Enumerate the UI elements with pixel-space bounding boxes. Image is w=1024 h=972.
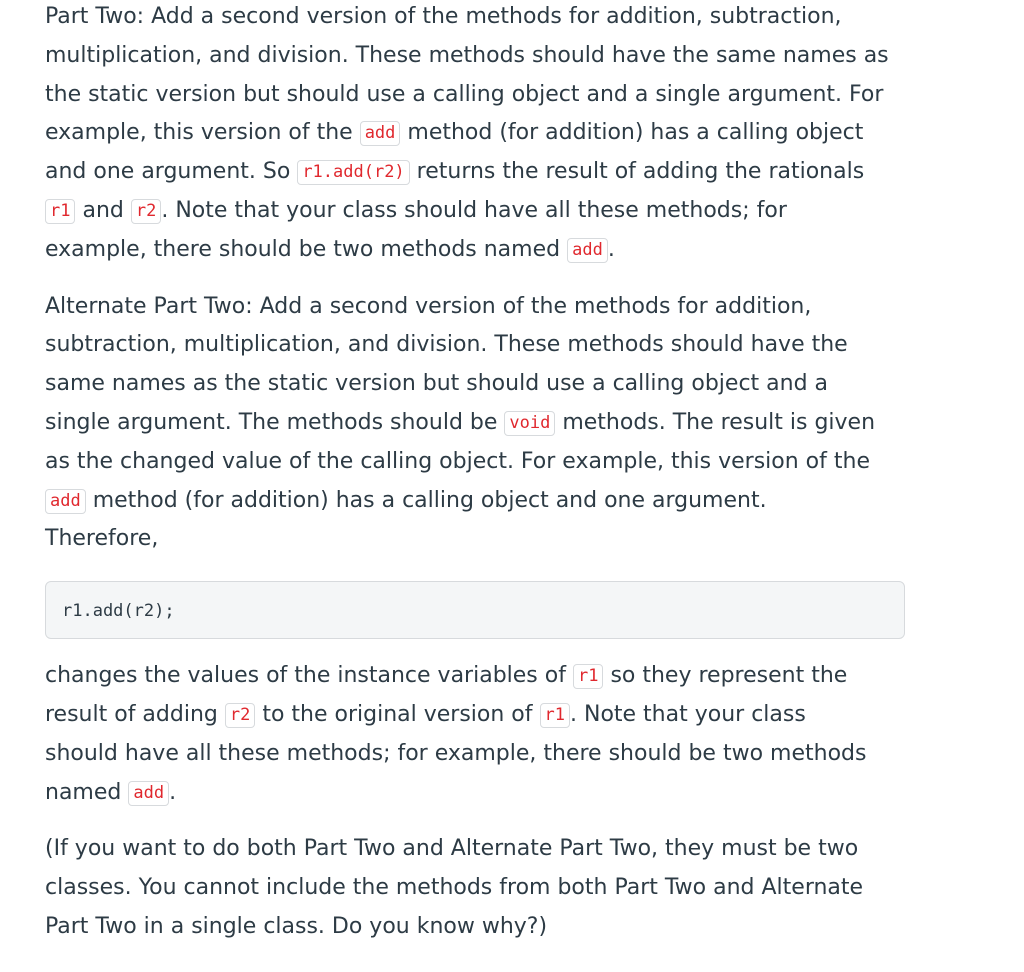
text-segment: named [45,779,129,805]
text-line: subtraction, multiplication, and division. These methods should have the [45,332,848,358]
inline-code: r1 [573,664,603,689]
inline-code: r1.add(r2) [297,160,409,185]
part-two-paragraph [45,0,910,270]
text-segment: . [169,779,177,805]
text-segment: returns the result of adding the rationals [409,159,865,185]
text-segment: and [75,197,131,223]
text-line: multiplication, and division. These methods should have the same names as [45,42,889,68]
inline-code: add [567,238,608,263]
text-segment: to the original version of [255,701,540,727]
text-segment: changes the values of the instance variables of [45,663,573,689]
text-line: Part Two: Add a second version of the methods for addition, subtraction, [45,4,842,29]
text-line: Alternate Part Two: Add a second version of the methods for addition, [45,293,812,319]
changes-paragraph [45,657,910,812]
code-block: r1.add(r2); [45,581,905,639]
inline-code: add [128,781,169,806]
text-line: (If you want to do both Part Two and Alternate Part Two, they must be two [45,836,859,862]
text-segment: . Note that your class should have all these methods; for [161,197,787,223]
text-segment: methods. The result is given [555,409,876,435]
text-segment: example, this version of the [45,120,360,146]
text-line: Part Two in a single class. Do you know why?) [45,913,548,939]
text-segment: and one argument. So [45,159,298,185]
text-line: Therefore, [45,526,159,552]
text-segment: method (for addition) has a calling object [400,120,864,146]
text-line: the static version but should use a calling object and a single argument. For [45,81,884,107]
text-line: same names as the static version but should use a calling object and a [45,371,829,397]
closing-note-paragraph [45,830,910,946]
text-segment: so they represent the [603,663,848,689]
inline-code: r2 [225,703,255,728]
text-segment: single argument. The methods should be [45,409,505,435]
text-segment: . Note that your class [570,701,806,727]
inline-code: add [360,121,401,146]
inline-code: add [45,489,86,514]
inline-code: r1 [45,199,75,224]
text-segment: example, there should be two methods named [45,236,568,262]
text-line: as the changed value of the calling object. For example, this version of the [45,448,870,474]
text-line: should have all these methods; for example, there should be two methods [45,740,867,766]
text-line: classes. You cannot include the methods from both Part Two and Alternate [45,875,864,901]
inline-code: r1 [540,703,570,728]
text-segment: result of adding [45,701,225,727]
inline-code: r2 [131,199,161,224]
text-segment: method (for addition) has a calling object and one argument. [85,487,767,513]
text-segment: . [607,236,615,262]
alternate-part-two-paragraph [45,288,910,560]
inline-code: void [504,411,555,436]
